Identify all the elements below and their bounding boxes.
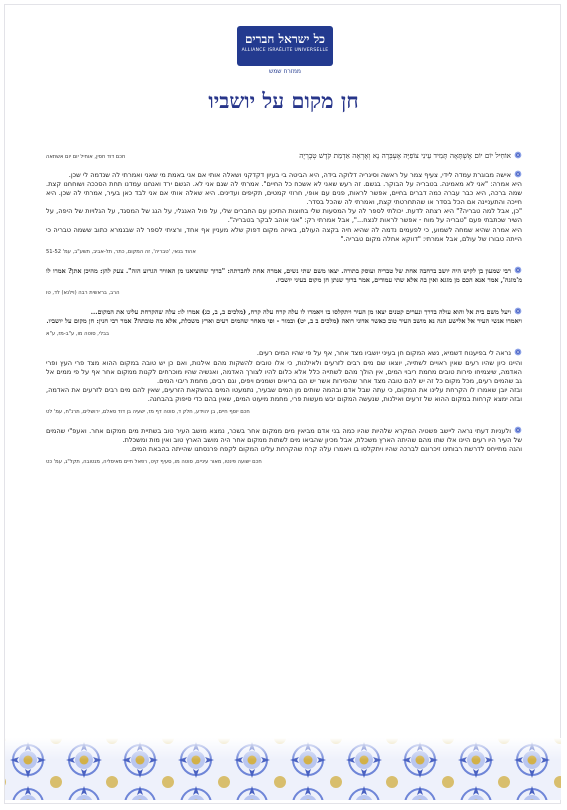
paragraph: ויאמרו אנשי העיר אל אלישע הנה נא מושב העיר טוב כאשר אדוני רואה (מלכים ב ב, יט) ובמור - ופי מאחר שהמים רעים וארץ משכלת, אלא מה טובתה? אמר רבי חנין: חן מקום על יושביו. bbox=[46, 317, 522, 326]
page-title: חן מקום על יושביו bbox=[208, 88, 359, 113]
logo-title: כל ישראל חברים bbox=[244, 32, 326, 46]
paragraph: והנה מתייחס לדרשת רבותינו זיכרונם לברכה שהיו ויתקלסו בו ויאמרו עלה קרח שהקרחת עלינו המקום לקפח פרנסתנו שהייתה בהבאת המים. bbox=[129, 445, 522, 454]
paragraph: ולעניות דעתי נראה ליישב פשטיה המקרא שלהיות שהיו כמה בני אדם מביאין מים ממקום אחר בשכר, נמצא מושב העיר טוב בשתיית מים ממקום אחר. ואעפ"י שהמים של העיר היו רעים היינו אלו שתו מהם שהיתה הארץ משכלת, אבל מכיון שהביאו מים לשתות ממקום אחר היה מושב הארץ טוב ואין מות ומשכלת. bbox=[46, 427, 522, 445]
paragraph: רבי שמעון בן לקיש היה יושב ברחבה אחת של טבריה ועוסק בתורה. יצאו משם שתי נשים, אמרה אחת לחברתה: "ברוך שהוציאנו מן האוויר הגרוע הזה". צעק להן: מהיכן אתן? אמרו לו מ'מזגה', אמר אנא הכם מן מזגא ואין בה אלא שתי עמודים, אמר ברוך שנתן חן מקום בעיני יושביו. bbox=[46, 266, 522, 284]
paragraph: ויעל משם בית אל והוא עולה בדרך ונערים קטנים יצאו מן העיר ויתקלסו בו ויאמרו לו עלה קרח עלה קרח, (מלכים ב, ב, כג) אמרו לו: עלה שהקרחת עלינו את המקום... bbox=[90, 308, 511, 317]
opening-quote bbox=[46, 150, 522, 164]
paragraph: היא אמרה: "אני לא מאמינה. בטבריה על הבוקר. בגשם. זה רעש שאני לא אשכח כל החיים". אמרתי לה שגם אני לא. הגשם ירד ואנחנו עמדנו תחת הסככה ושוחחנו קצת. שמה ברכה, היא כבר עברה כמה דברים בחיים, אפשר לראות, פנים עם אופי, חרוזי קמטים, תקיפים ועדינים. היא שאלה אותי אם אני לבד כאן בעיר, אמרתי לה שכן. היא חייכה והתעניינה אם הכל בסדר או שהתחרטתי קצת, ואמרתי לה שהכל בסדר. bbox=[46, 180, 522, 207]
source-citation: אהוד בנאי, 'טבריה', זה המקום, כתר, תל-אביב, תשע"ב, עמ' 51-52 bbox=[46, 248, 196, 255]
flower-bullet-icon bbox=[514, 307, 522, 315]
section-5 bbox=[46, 426, 522, 467]
section-2 bbox=[46, 266, 522, 298]
flower-bullet-icon bbox=[514, 266, 522, 274]
paragraph: היא אמרה שהיא שמחה לשמוע, כי לפעמים נדמה לה שהיא חיה בקצה העולם, באיזה מקום דפוק שלא מעניין אף אחד, ורציתי לספר לה שבגמרא כתוב ששמה טבריה כי הייתה טבורו של עולם, אבל אמרתי: "דווקא אחלה מקום טבריה." bbox=[46, 225, 522, 243]
quote-verse bbox=[222, 151, 522, 160]
flower-bullet-icon bbox=[514, 426, 522, 434]
flower-bullet-icon bbox=[514, 170, 522, 178]
paragraph: אישה מבוגרת עמדה לידי, צעיף צמר על ראשה וסיגריה דלוקה בידה, היא הביטה בי בעיון דקדקני ושאלה אותי אם אני באמת מי שאני ואמרתי לה שנדמה לי שכן. bbox=[68, 171, 511, 179]
ornamental-tile-border bbox=[0, 738, 567, 804]
paragraph: "כן, אבל למה טבריה?" היא רצתה לדעת. יכולתי לספר לה על המסעות שלי בחוצות התיכון עם החברים שלי, על פול האנגלי, על הגג של המסגד, על הגלויות של היפה, על השיר שכתבתי פעם "טבריה על מוח - אפשר לראות לנצח...", אבל אמרתי רק: "אני אוהב לבקר בטבריה". bbox=[46, 207, 522, 225]
quote-source: חכם דוד חסין, אוחיל יום יום אשתאה bbox=[46, 154, 126, 160]
quote-verse-text: אוֹחִיל יוֹם יוֹם אֶשְׁתָּאָה תָּמִיד עֵינִי צוֹפִיָּה אֶעְבְּרָה נָא וְאֶרְאֶה אַדְמַת קֹדֶשׁ טְבֶרְיָה bbox=[299, 151, 511, 160]
flower-bullet-icon bbox=[514, 151, 522, 159]
section-1 bbox=[46, 170, 522, 257]
source-citation: חכם יוסף חיים, בן יהוידע, חלק ד, סוטה דף מז, ישעיה בן דוד סאלם, ירושלים, תרנ"ח, עמ' לט bbox=[46, 408, 250, 415]
source-citation: בבלי, סוטה מו, ע"ב-מז, ע"א bbox=[46, 331, 110, 338]
content bbox=[46, 150, 522, 476]
source-citation: הרב, בראשית רבה (וילנא) לד, טו bbox=[46, 290, 120, 297]
logo-tagline: ממזרח שמש bbox=[268, 68, 302, 75]
section-3 bbox=[46, 307, 522, 339]
logo-subtitle: ALLIANCE ISRAÉLITE UNIVERSELLE bbox=[241, 48, 329, 53]
paragraph: נראה לי בפיענוח דשמיא, נשא המקום חן בעיני יושביו מצד אחר, אף על פי שהיו המים רעים. bbox=[256, 349, 511, 358]
flower-bullet-icon bbox=[514, 348, 522, 356]
paragraph: והיינו כיון שהיו רעים שאין ראויים לשתייה, יוצאו שם מים רבים לזרעים ולאילנות, כי אלו טובים להשקות מהם אילנות, ואם כן יש טובה במקום ההוא מצד פרי העץ ופרי האדמה, שיצמיחו פירות טובים מחמת ריבוי המים, אין הולך מהם לשתייה כלל אלא כלום להיו לצורך האדמה, ואנשיה שהיו מוכרחים לקנות ממקום אחר אף על פי ממים אל גב שהמים רעים, מכל מקום כל זה יש להם טובה מצד אחר שהפירות אשר יש הם בריאים ושמנים ויפים, וגם רבים, מחמת ריבוי המים. bbox=[46, 358, 522, 385]
source-citation: חכם ישועה פינטו, מאור עיניים, סוטה מו, סעיף קיט, רפאל חיים מאיסליה, מנטובה, תקל"ג, עמ' כט bbox=[46, 459, 262, 466]
alliance-logo bbox=[237, 26, 333, 66]
section-4 bbox=[46, 348, 522, 417]
paragraph: ובזה יובן שאמרו לו הקרחת עלינו את המקום, כי עתה שבל אדם ובהמה שותים מן המים שבעיר, נתמעטו המים בהשקאת הזרעים, שאין להם מים רבים לזרעים את האדמה, ובזה ימצא קרחות במקום ההוא של זרעים ואילנות, שנעשה המקום יבש מעשות פרי, מחמת מיעוט המים, שאין בהם כדי סיפוק בהבחנה. bbox=[46, 385, 522, 403]
